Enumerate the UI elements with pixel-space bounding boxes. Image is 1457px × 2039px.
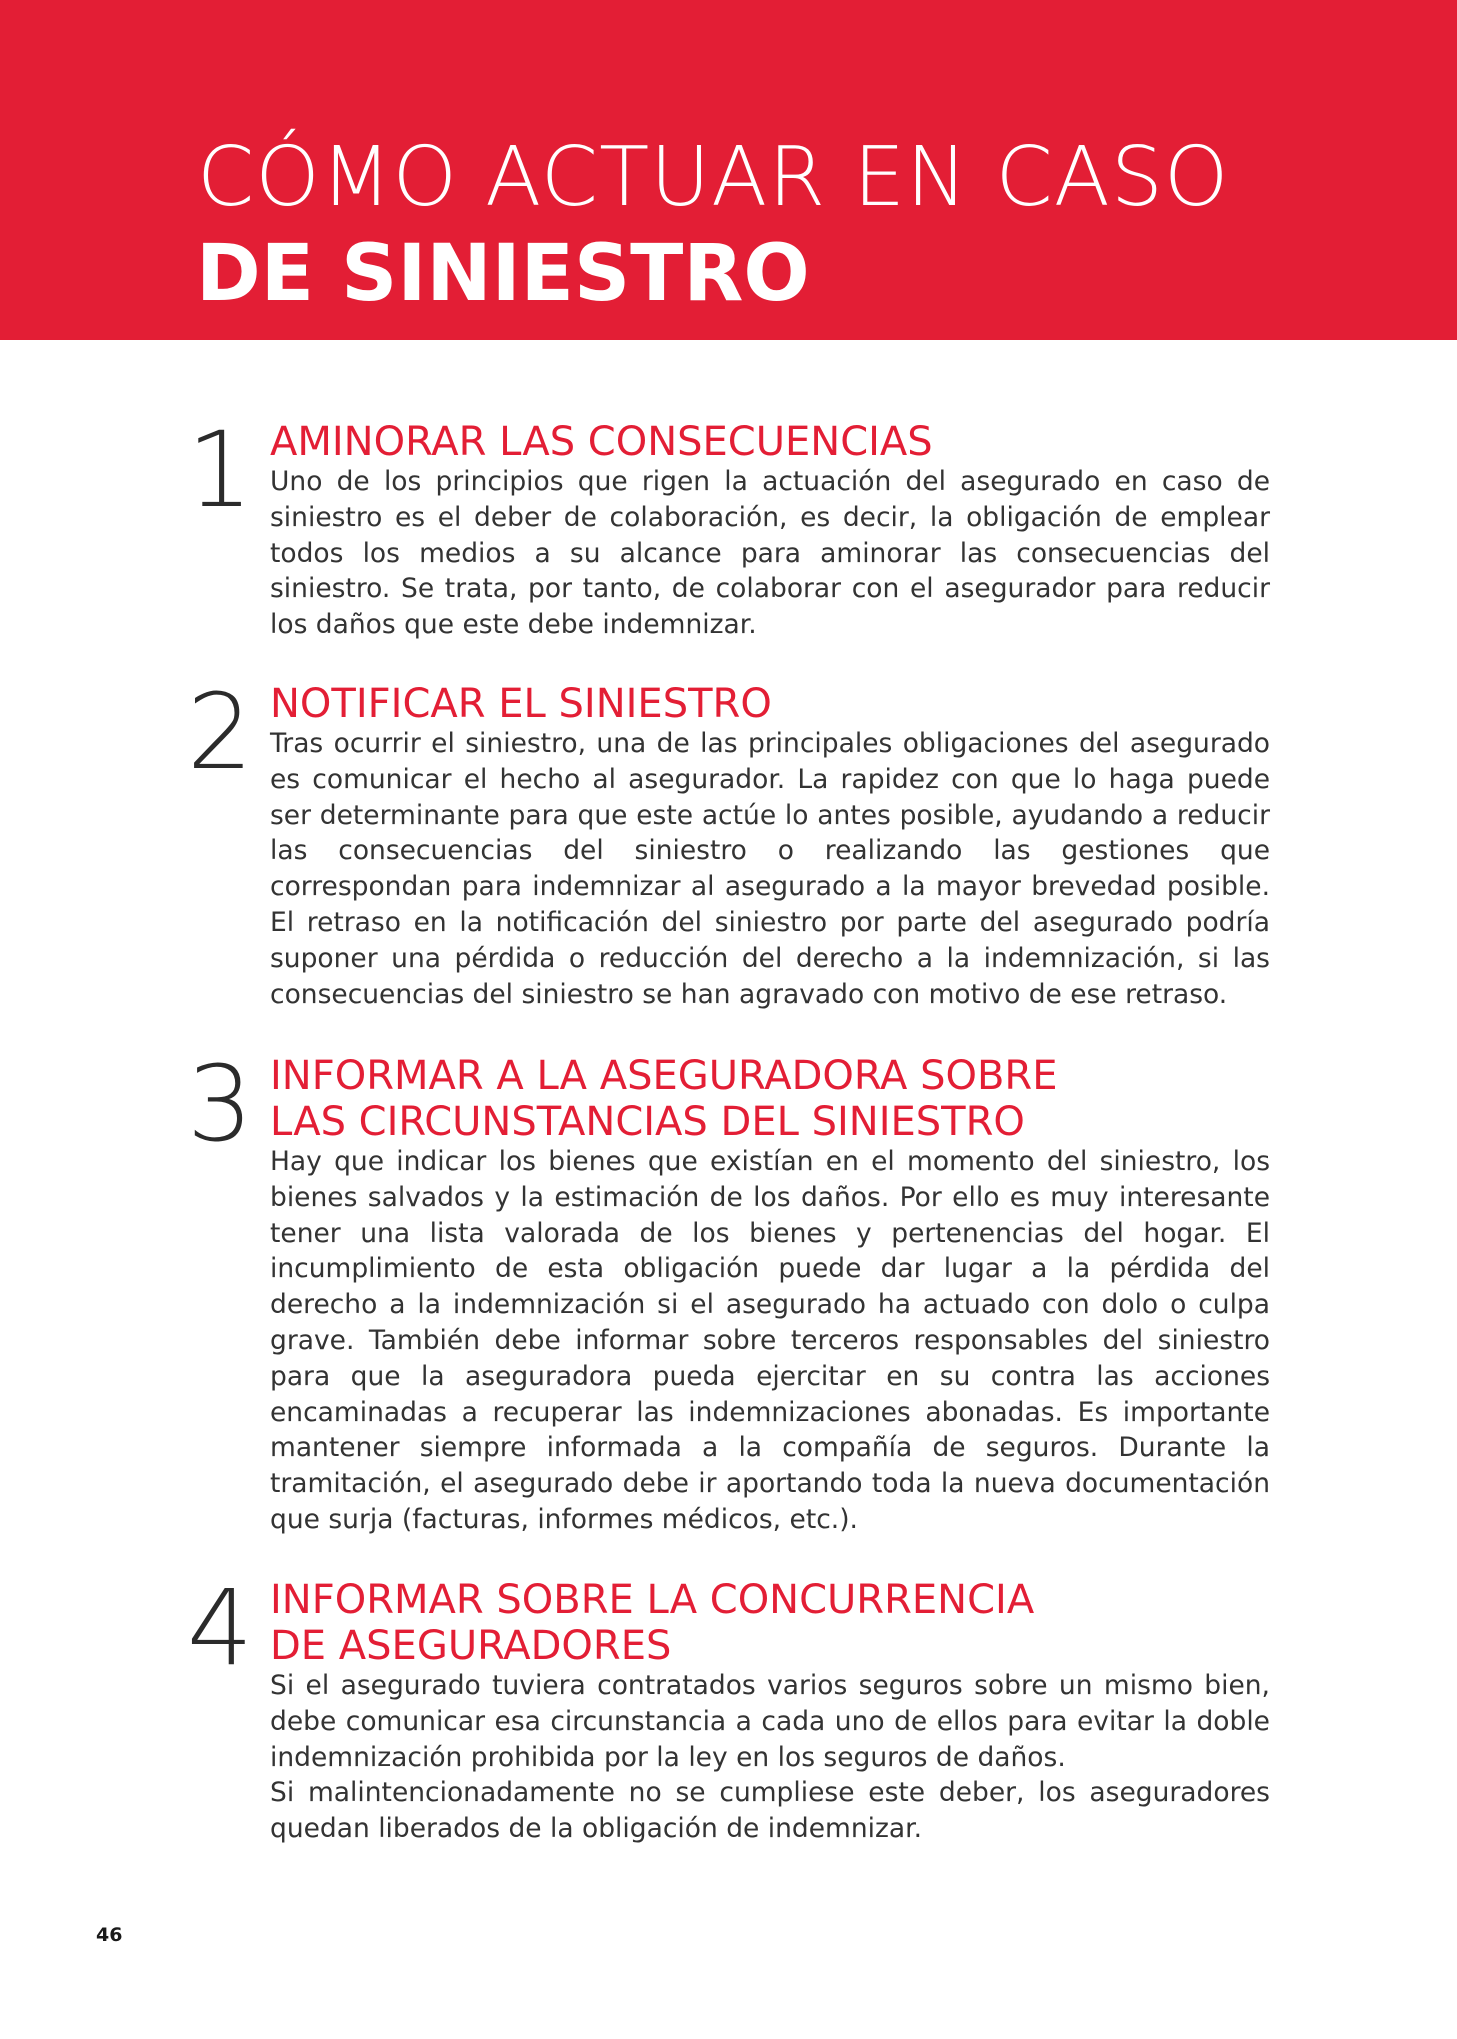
section-heading: INFORMAR A LA ASEGURADORA SOBRE LAS CIRCUNSTANCIAS DEL SINIESTRO bbox=[270, 1053, 1058, 1145]
section-heading: AMINORAR LAS CONSECUENCIAS bbox=[270, 419, 933, 465]
section-body: Hay que indicar los bienes que existían en el momento del siniestro, los bienes salvados y la estimación de los daños. Por ello es muy interesante tener una lista valorada de los bienes y pertenencias del hogar. El incumplimiento de esta obligación puede dar lugar a la pérdida del derecho a la indemnización si el asegurado ha actuado con dolo o culpa grave. También debe informar sobre terceros responsables del siniestro para que la aseguradora pueda ejercitar en su contra las acciones encaminadas a recuperar las indemnizaciones abonadas. Es importante mantener siempre informada a la compañía de seguros. Durante la tramitación, el asegurado debe ir aportando toda la nueva documentación que surja (facturas, informes médicos, etc.). bbox=[270, 1146, 1270, 1535]
header-band bbox=[0, 0, 1457, 340]
section-number: 2 bbox=[186, 671, 254, 793]
page-title-line2: DE SINIESTRO bbox=[196, 229, 810, 319]
page-number: 46 bbox=[96, 1924, 123, 1946]
section-body: Si el asegurado tuviera contratados varios seguros sobre un mismo bien, debe comunicar esa circunstancia a cada uno de ellos para evitar la doble indemnización prohibida por la ley en los seguros de daños. Si malintencionadamente no se cumpliese este deber, los aseguradores quedan liberados de la obligación de indemnizar. bbox=[270, 1670, 1270, 1845]
section-heading: NOTIFICAR EL SINIESTRO bbox=[270, 681, 772, 727]
section-number: 1 bbox=[186, 409, 254, 531]
section-heading: INFORMAR SOBRE LA CONCURRENCIA DE ASEGURADORES bbox=[270, 1577, 1035, 1669]
section-number: 3 bbox=[186, 1043, 254, 1165]
section-body: Uno de los principios que rigen la actuación del asegurado en caso de siniestro es el deber de colaboración, es decir, la obligación de emplear todos los medios a su alcance para aminorar las consecuencias del siniestro. Se trata, por tanto, de colaborar con el asegurador para reducir los daños que este debe indemnizar. bbox=[270, 466, 1270, 641]
section-body: Tras ocurrir el siniestro, una de las principales obligaciones del asegurado es comunicar el hecho al asegurador. La rapidez con que lo haga puede ser determinante para que este actúe lo antes posible, ayudando a reducir las consecuencias del siniestro o realizando las gestiones que correspondan para indemnizar al asegurado a la mayor brevedad posible. El retraso en la notificación del siniestro por parte del asegurado podría suponer una pérdida o reducción del derecho a la indemnización, si las consecuencias del siniestro se han agravado con motivo de ese retraso. bbox=[270, 728, 1270, 1010]
section-number: 4 bbox=[186, 1567, 254, 1689]
page-title-line1: CÓMO ACTUAR EN CASO bbox=[197, 130, 1230, 225]
